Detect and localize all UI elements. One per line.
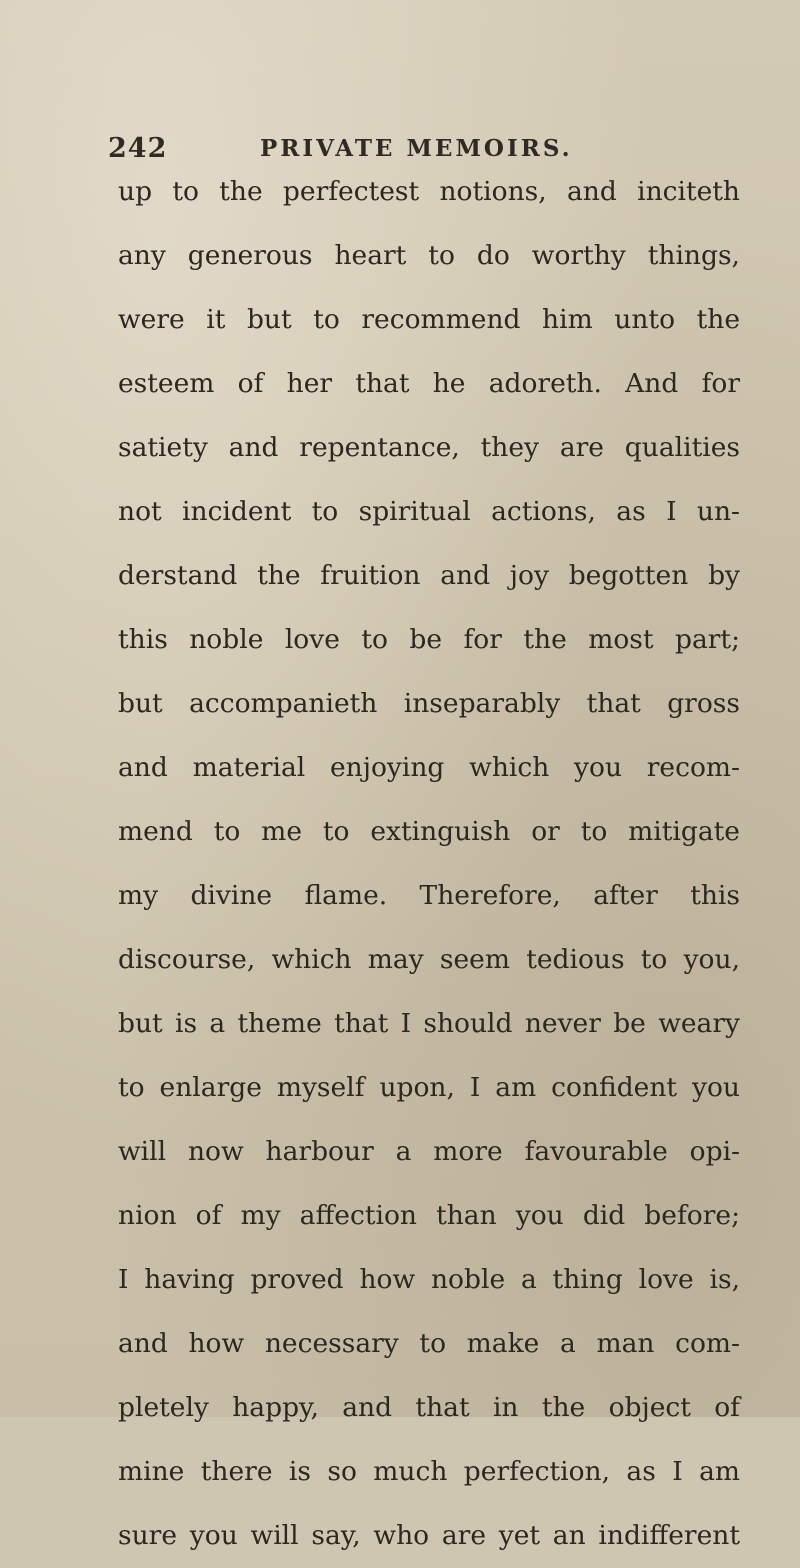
text-line: nion of my affection than you did before;: [118, 1200, 740, 1231]
text-line: mine there is so much perfection, as I am: [118, 1456, 740, 1487]
text-line: up to the perfectest notions, and inciteth: [118, 176, 740, 207]
text-line: pletely happy, and that in the object of: [118, 1392, 740, 1423]
text-line: to enlarge myself upon, I am confident you: [118, 1072, 740, 1103]
text-line: but is a theme that I should never be weary: [118, 1008, 740, 1039]
text-line: and how necessary to make a man com-: [118, 1328, 740, 1359]
text-line: esteem of her that he adoreth. And for: [118, 368, 740, 399]
text-line: discourse, which may seem tedious to you,: [118, 944, 740, 975]
text-line: but accompanieth inseparably that gross: [118, 688, 740, 719]
running-title: PRIVATE MEMOIRS.: [260, 135, 573, 162]
text-line: satiety and repentance, they are qualities: [118, 432, 740, 463]
text-line: will now harbour a more favourable opi-: [118, 1136, 740, 1167]
page-number: 242: [108, 133, 168, 164]
text-line: were it but to recommend him unto the: [118, 304, 740, 335]
text-line: not incident to spiritual actions, as I un-: [118, 496, 740, 527]
text-line: derstand the fruition and joy begotten by: [118, 560, 740, 591]
text-line: this noble love to be for the most part;: [118, 624, 740, 655]
text-line: my divine flame. Therefore, after this: [118, 880, 740, 911]
text-line: sure you will say, who are yet an indifferent: [118, 1520, 740, 1551]
text-line: and material enjoying which you recom-: [118, 752, 740, 783]
text-line: mend to me to extinguish or to mitigate: [118, 816, 740, 847]
text-line: any generous heart to do worthy things,: [118, 240, 740, 271]
body-text: [118, 160, 740, 1568]
text-line: I having proved how noble a thing love is,: [118, 1264, 740, 1295]
